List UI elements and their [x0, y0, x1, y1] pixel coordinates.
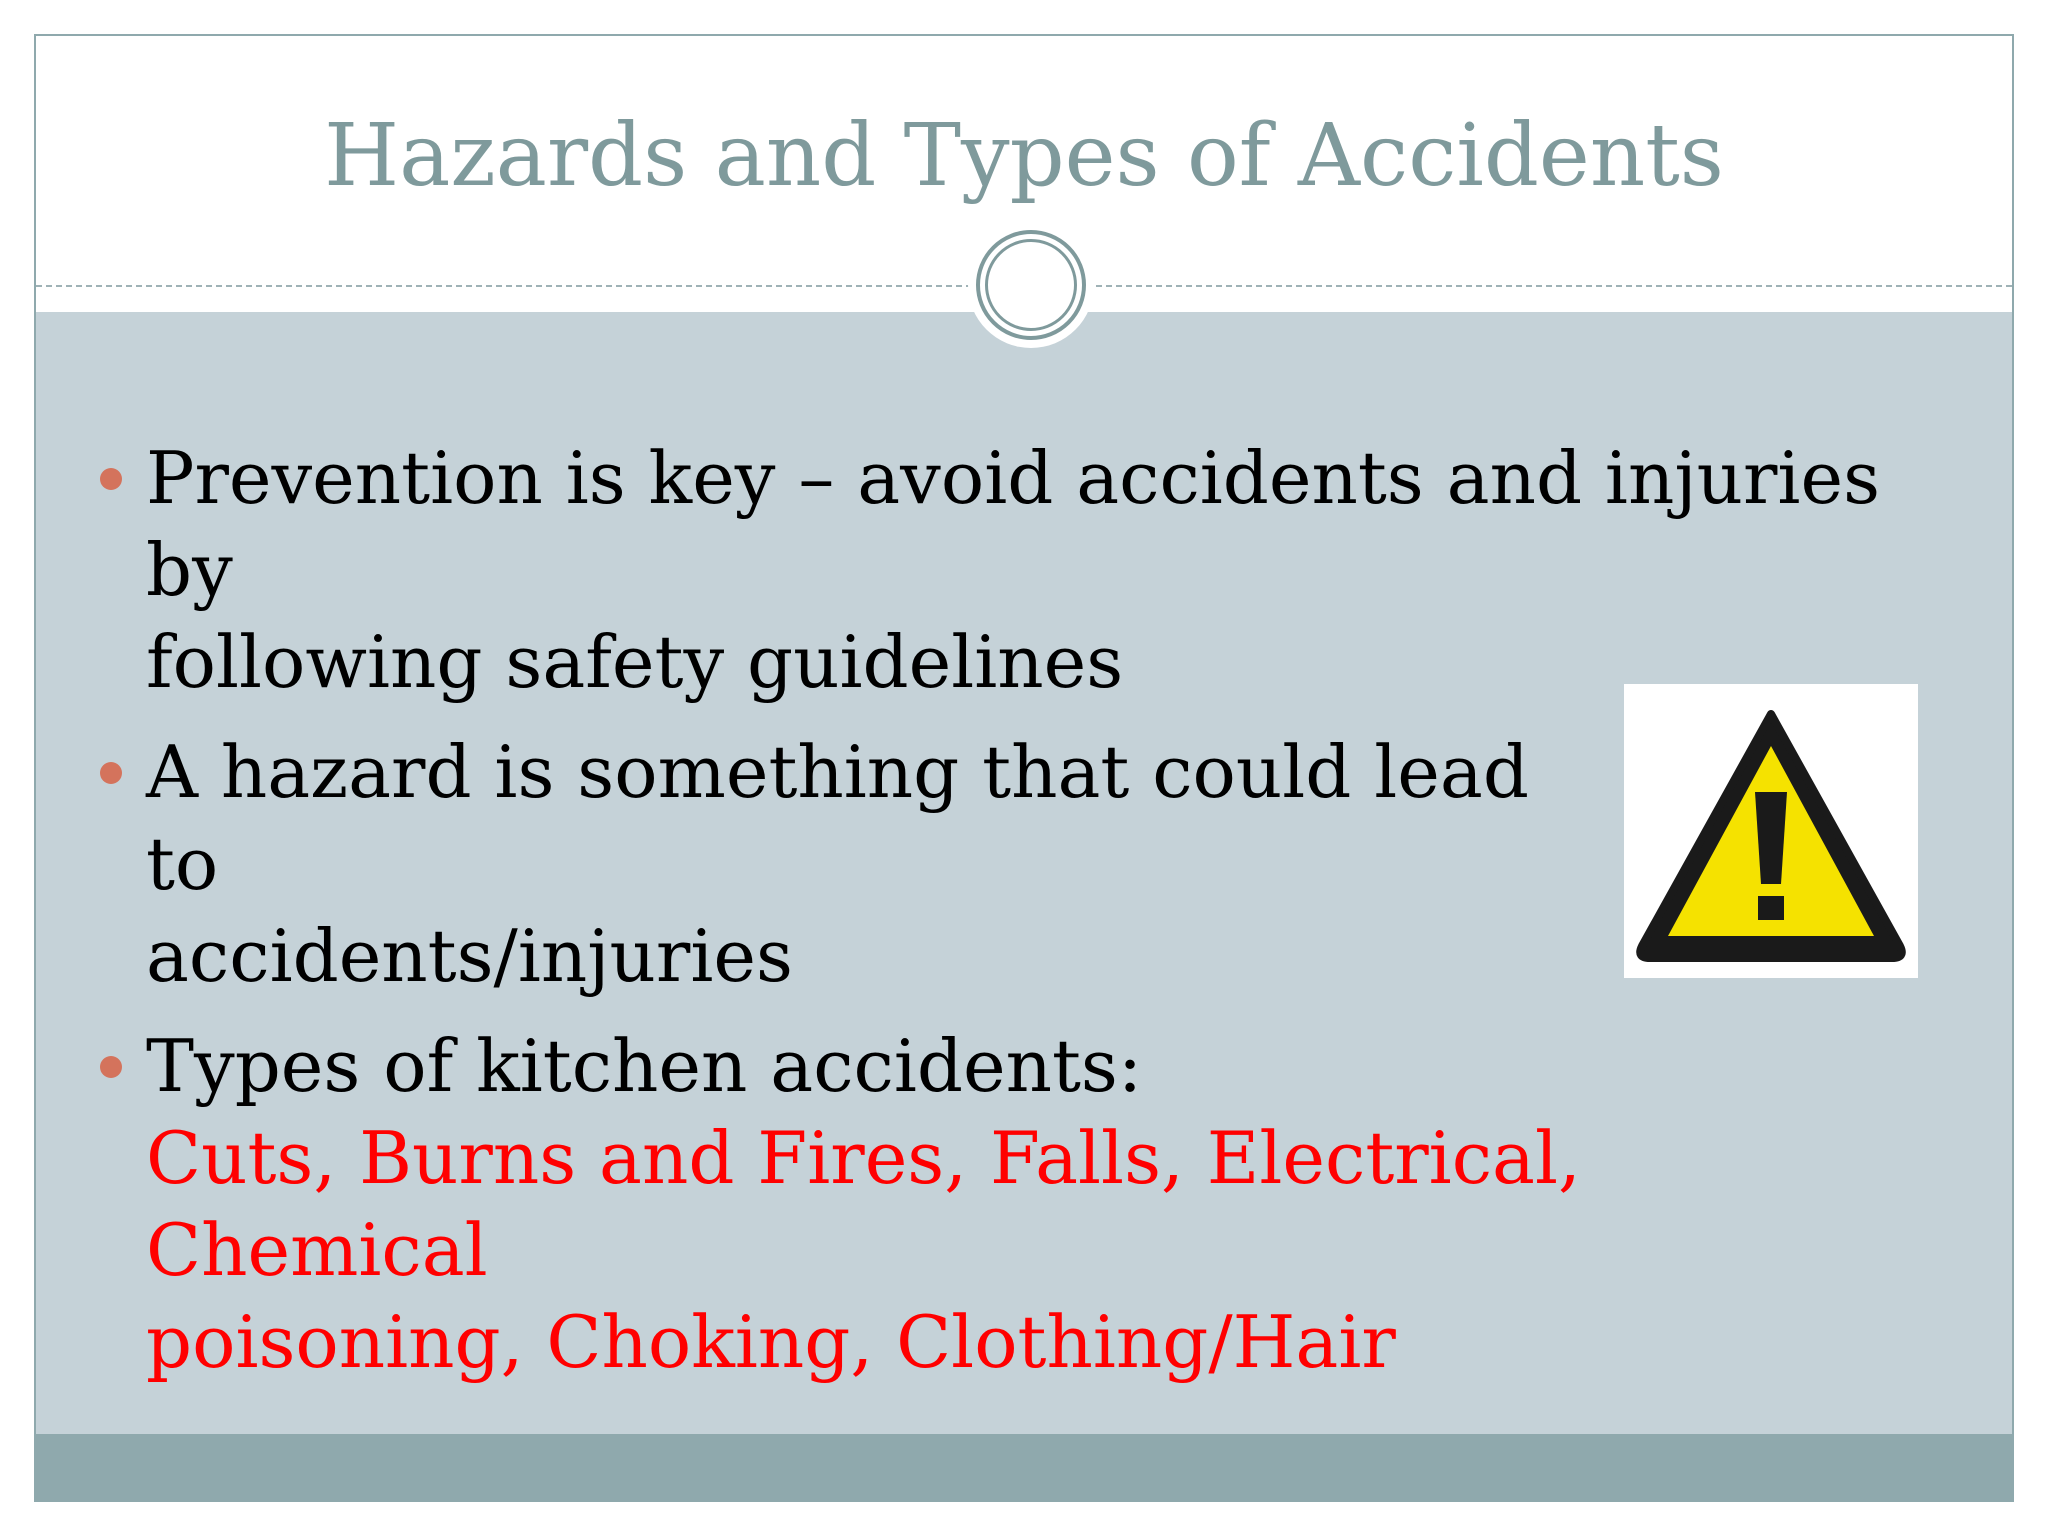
warning-sign-image: [1624, 684, 1918, 978]
bullet-hazard-definition: [146, 726, 1586, 1002]
bullet-dot-icon: [100, 468, 122, 490]
bullet-text-continued: following safety guidelines: [146, 620, 1124, 704]
warning-triangle-icon: [1624, 684, 1918, 978]
bullet-text: Types of kitchen accidents:: [146, 1024, 1143, 1108]
footer-bar: [36, 1434, 2012, 1502]
bullet-dot-icon: [100, 1056, 122, 1078]
bullet-accident-types: [146, 1020, 1906, 1388]
slide-title: Hazards and Types of Accidents: [324, 106, 1724, 206]
slide: [34, 34, 2014, 1502]
bullet-text-continued: accidents/injuries: [146, 914, 793, 998]
bullet-text: Prevention is key – avoid accidents and injuries by: [146, 436, 1881, 612]
bullet-text: A hazard is something that could lead to: [146, 730, 1529, 906]
accident-types-list-continued: poisoning, Choking, Clothing/Hair: [146, 1300, 1396, 1384]
bullet-dot-icon: [100, 762, 122, 784]
accident-types-list: Cuts, Burns and Fires, Falls, Electrical, Chemical: [146, 1116, 1581, 1292]
bullet-prevention: [146, 432, 1906, 708]
